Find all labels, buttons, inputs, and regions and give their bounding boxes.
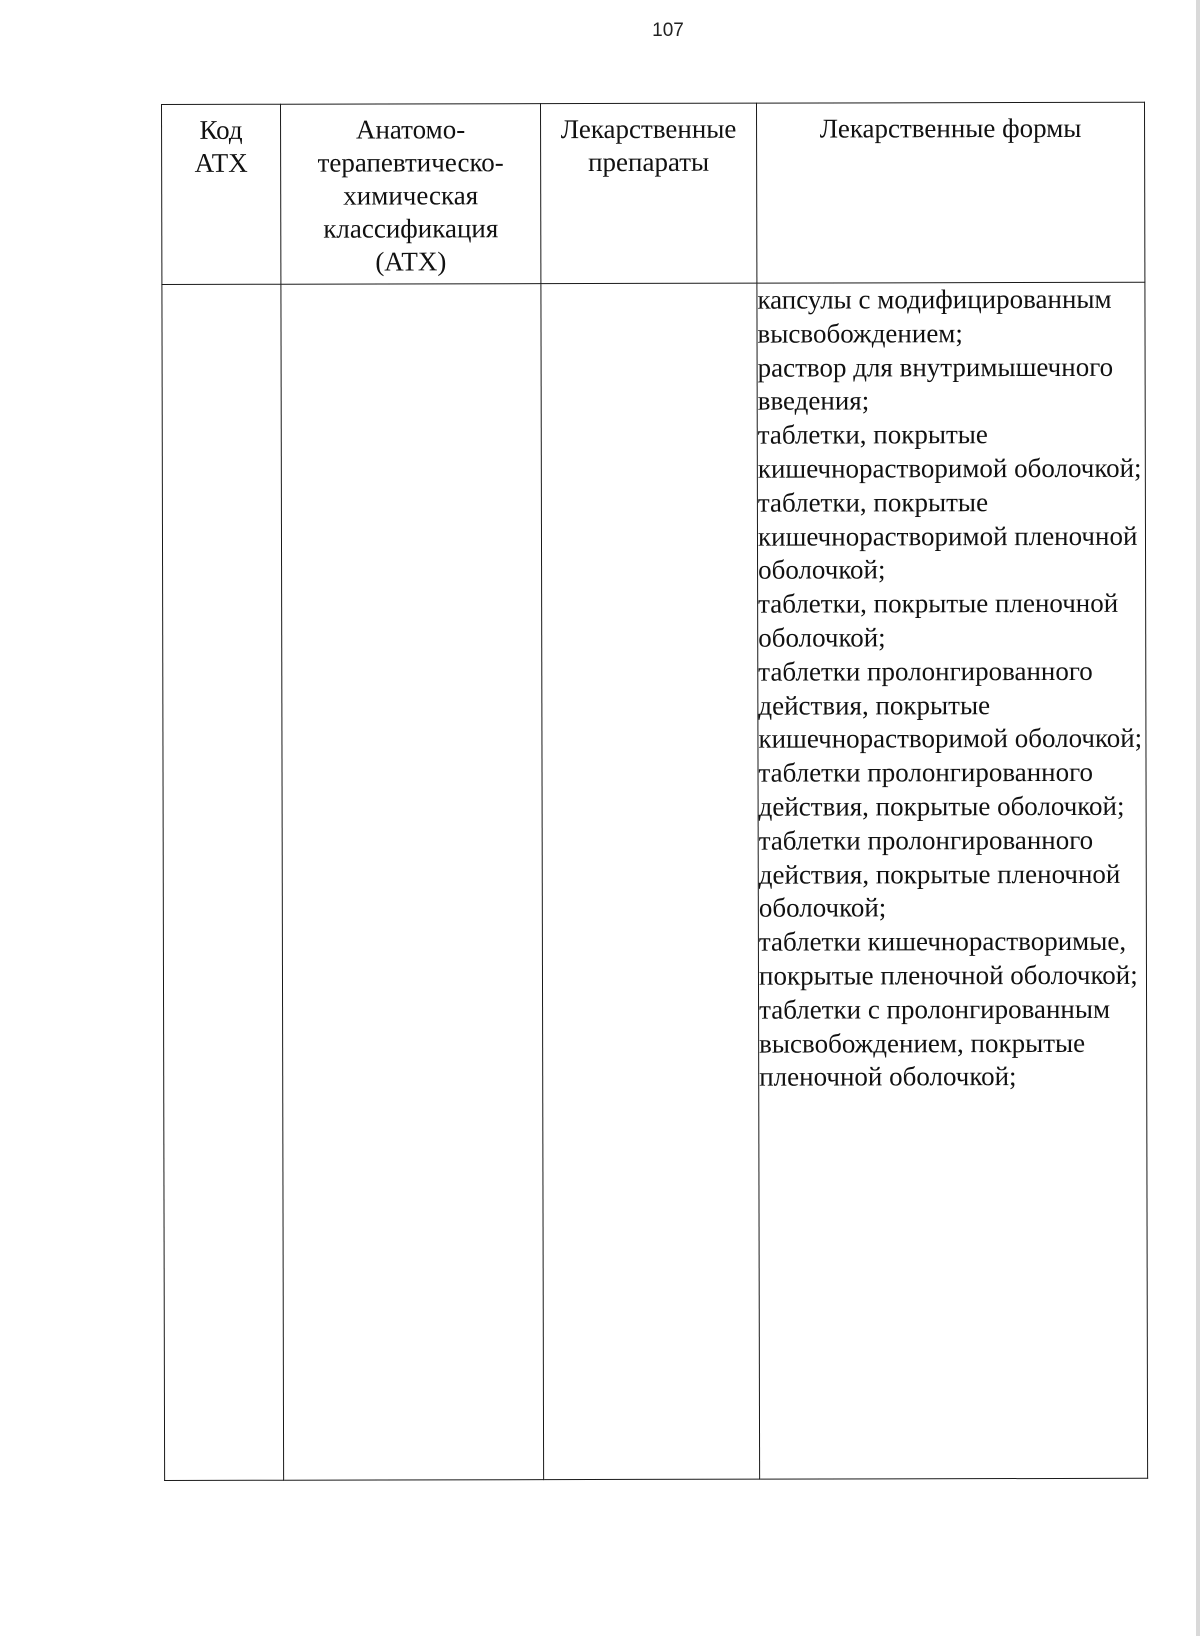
header-dosage-forms: Лекарственные формы bbox=[756, 102, 1144, 283]
page-number: 107 bbox=[652, 20, 684, 41]
cell-atc-classification bbox=[281, 284, 544, 1481]
dosage-form-item: таблетки с пролонгированным высвобождением, покрытые пленочной оболочкой; bbox=[759, 993, 1111, 1092]
dosage-form-item: таблетки пролонгированного действия, покрытые пленочной оболочкой; bbox=[758, 824, 1121, 923]
cell-atc-code bbox=[162, 284, 284, 1480]
dosage-form-item: таблетки кишечнорастворимые, покрытые пленочной оболочкой; bbox=[758, 925, 1138, 991]
dosage-form-item: таблетки пролонгированного действия, покрытые кишечнорастворимой оболочкой; bbox=[758, 655, 1143, 755]
cell-drugs bbox=[541, 283, 760, 1479]
header-drugs: Лекарственные препараты bbox=[541, 103, 757, 283]
dosage-form-item: таблетки, покрытые кишечнорастворимой оболочкой; bbox=[757, 419, 1142, 484]
dosage-form-item: раствор для внутримышечного введения; bbox=[757, 351, 1114, 417]
dosage-form-item: таблетки, покрытые кишечнорастворимой пленочной оболочкой; bbox=[757, 486, 1138, 586]
dosage-form-item: таблетки, покрытые пленочной оболочкой; bbox=[758, 588, 1119, 653]
header-atc-classification: Анатомо-терапевтическо-химическая классификация (АТХ) bbox=[281, 104, 541, 285]
dosage-form-item: таблетки пролонгированного действия, покрытые оболочкой; bbox=[758, 757, 1125, 822]
atc-table bbox=[161, 102, 1148, 1481]
scan-edge bbox=[1196, 0, 1200, 1636]
cell-dosage-forms bbox=[757, 282, 1148, 1479]
table-row bbox=[162, 282, 1148, 1480]
header-atc-code: Код АТХ bbox=[162, 104, 281, 284]
dosage-form-item: капсулы с модифицированным высвобождением; bbox=[757, 283, 1112, 349]
table-header-row bbox=[162, 102, 1145, 284]
